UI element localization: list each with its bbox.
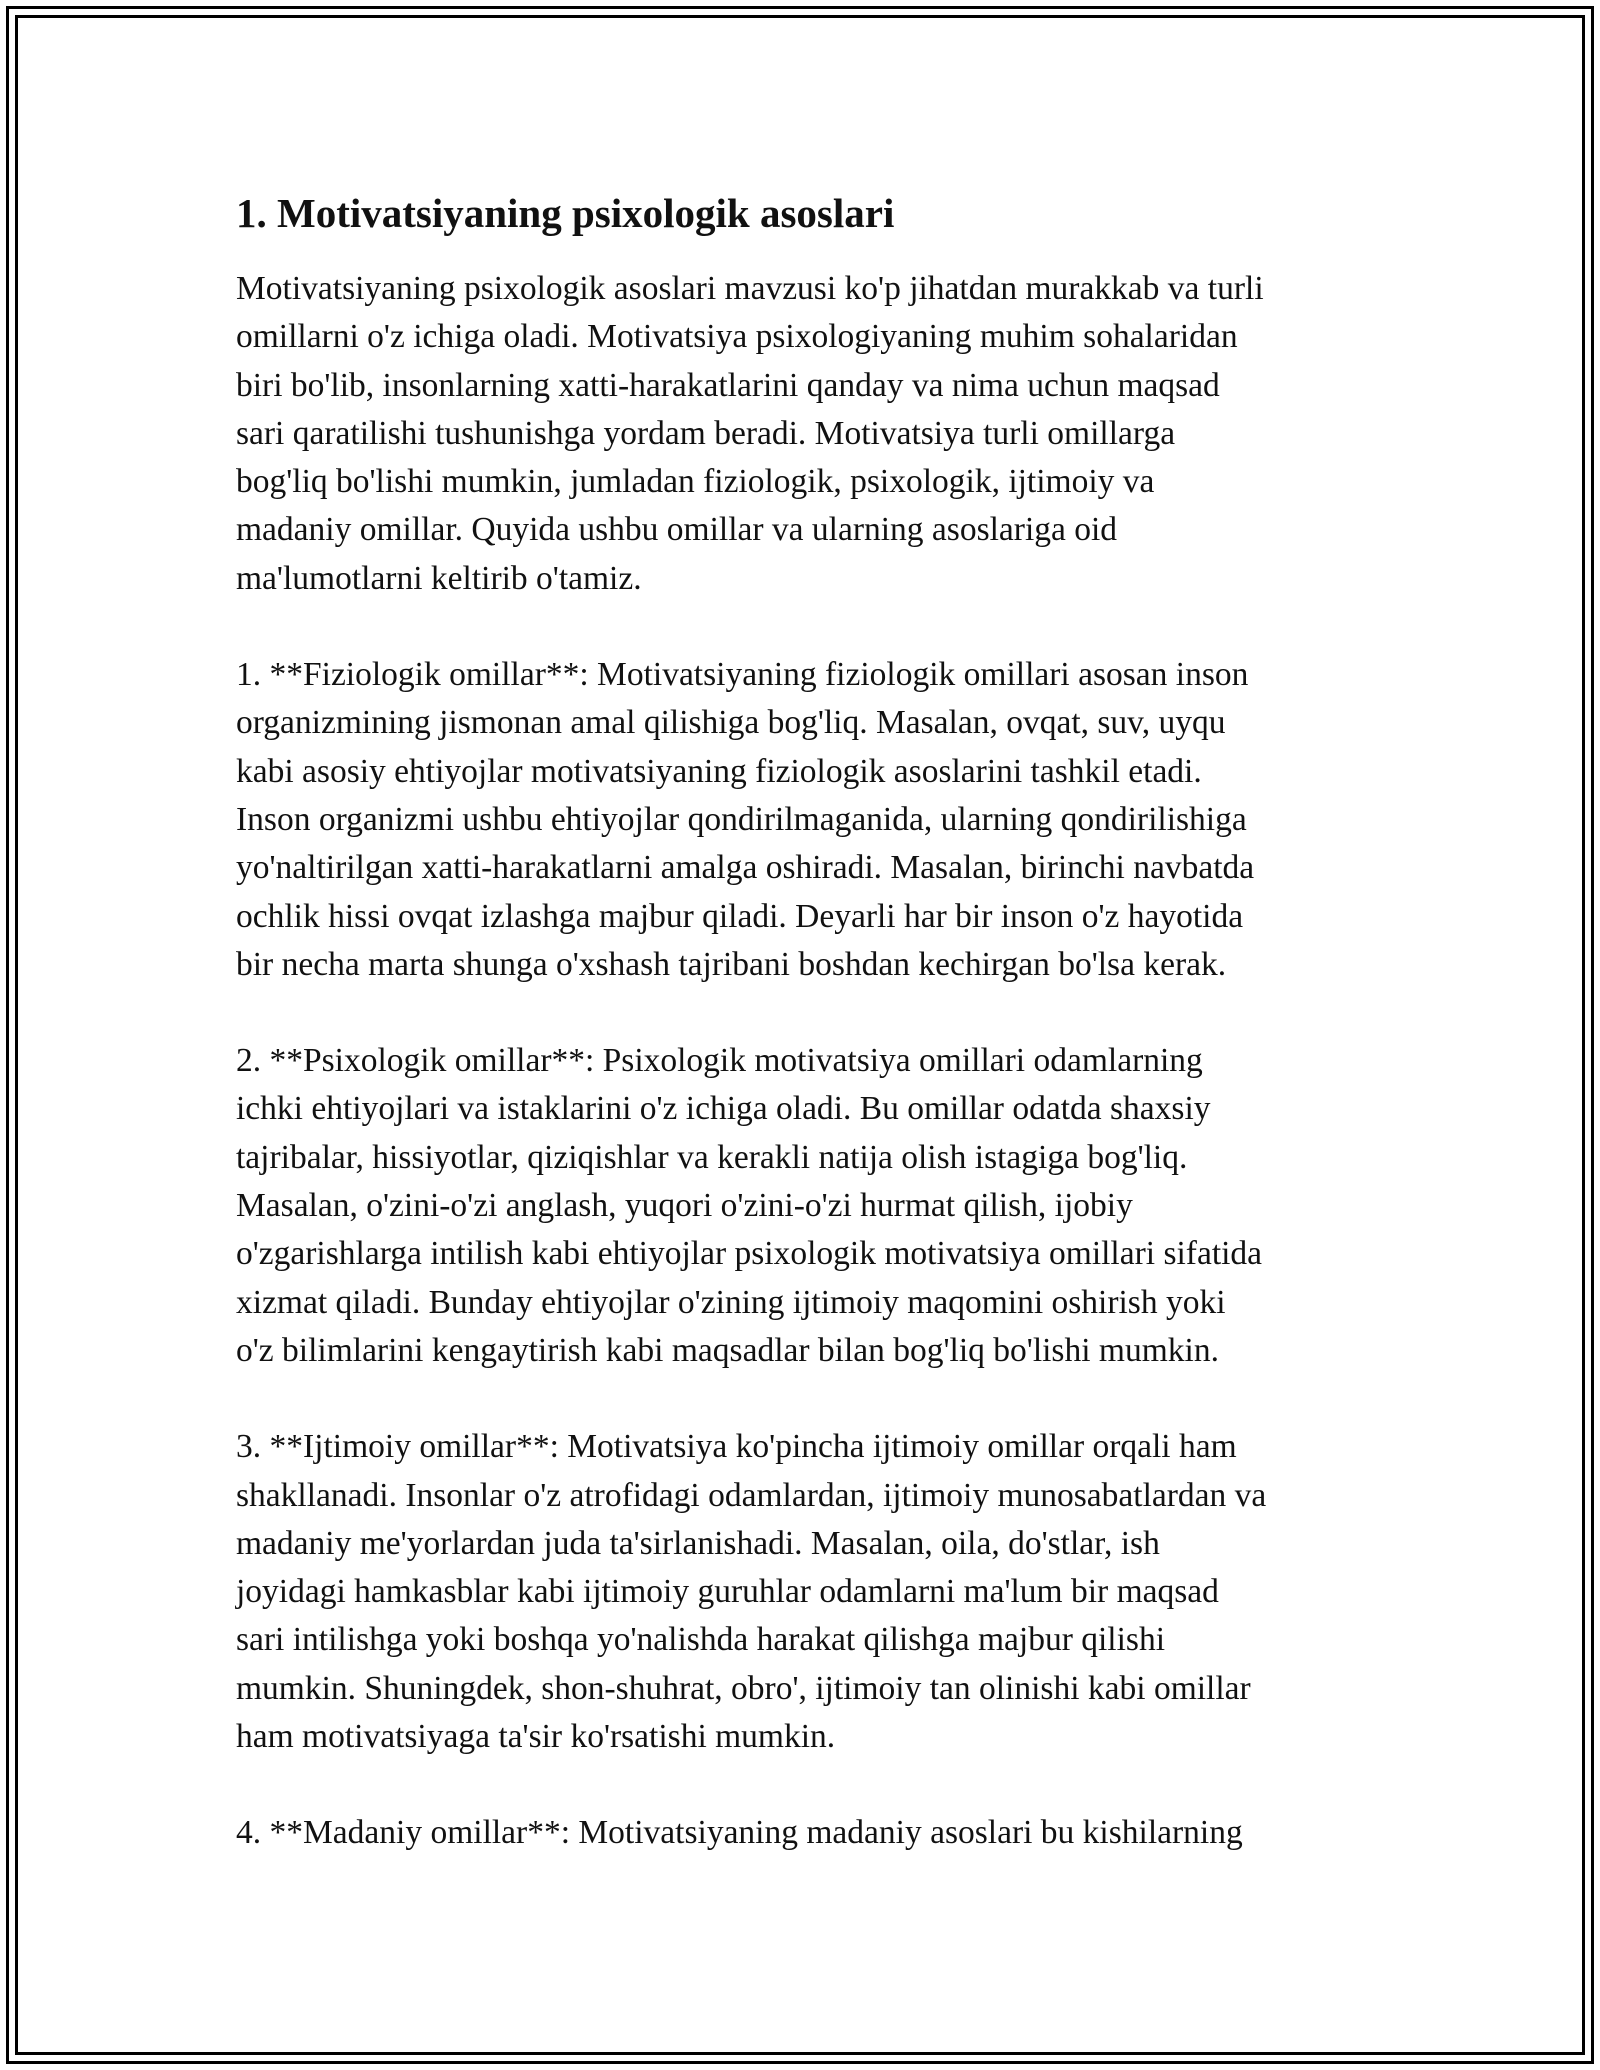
text-line: tajribalar, hissiyotlar, qiziqishlar va kerakli natija olish istagiga bog'liq. [236,1138,1188,1176]
text-line: sari qaratilishi tushunishga yordam beradi. Motivatsiya turli omillarga [236,414,1176,452]
text-line: joyidagi hamkasblar kabi ijtimoiy guruhlar odamlarni ma'lum bir maqsad [236,1573,1219,1611]
text-line: bog'liq bo'lishi mumkin, jumladan fiziologik, psixologik, ijtimoiy va [236,463,1155,501]
text-line: xizmat qiladi. Bunday ehtiyojlar o'zining ijtimoiy maqomini oshirish yoki [236,1283,1226,1321]
paragraph-cultural [236,1809,1386,1857]
text-line: biri bo'lib, insonlarning xatti-harakatlarini qanday va nima uchun maqsad [236,366,1220,404]
text-line: ham motivatsiyaga ta'sir ko'rsatishi mumkin. [236,1718,836,1756]
text-line: 4. **Madaniy omillar**: Motivatsiyaning madaniy asoslari bu kishilarning [236,1814,1243,1852]
text-line: sari intilishga yoki boshqa yo'nalishda harakat qilishga majbur qilishi [236,1621,1166,1659]
text-line: mumkin. Shuningdek, shon-shuhrat, obro', ijtimoiy tan olinishi kabi omillar [236,1669,1251,1707]
text-line: Masalan, o'zini-o'zi anglash, yuqori o'zini-o'zi hurmat qilish, ijobiy [236,1187,1133,1225]
text-line: kabi asosiy ehtiyojlar motivatsiyaning fiziologik asoslarini tashkil etadi. [236,752,1202,790]
text-line: 3. **Ijtimoiy omillar**: Motivatsiya ko'pincha ijtimoiy omillar orqali ham [236,1428,1237,1466]
text-line: o'zgarishlarga intilish kabi ehtiyojlar psixologik motivatsiya omillari sifatida [236,1235,1263,1273]
text-line: organizmining jismonan amal qilishiga bog'liq. Masalan, ovqat, suv, uyqu [236,704,1226,742]
text-line: 1. **Fiziologik omillar**: Motivatsiyaning fiziologik omillari asosan inson [236,656,1249,694]
paragraph-intro [236,265,1386,603]
paragraph-psychological [236,1037,1386,1375]
paragraph-physiological [236,651,1386,989]
document-body [236,188,1386,1858]
text-line: ochlik hissi ovqat izlashga majbur qiladi. Deyarli har bir inson o'z hayotida [236,897,1244,935]
text-line: o'z bilimlarini kengaytirish kabi maqsadlar bilan bog'liq bo'lishi mumkin. [236,1331,1219,1369]
text-line: omillarni o'z ichiga oladi. Motivatsiya psixologiyaning muhim sohalaridan [236,318,1238,356]
text-line: Inson organizmi ushbu ehtiyojlar qondirilmaganida, ularning qondirilishiga [236,800,1247,838]
text-line: ichki ehtiyojlari va istaklarini o'z ichiga oladi. Bu omillar odatda shaxsiy [236,1090,1211,1128]
text-line: yo'naltirilgan xatti-harakatlarni amalga oshiradi. Masalan, birinchi navbatda [236,849,1255,887]
text-line: bir necha marta shunga o'xshash tajribani boshdan kechirgan bo'lsa kerak. [236,945,1227,983]
text-line: Motivatsiyaning psixologik asoslari mavzusi ko'p jihatdan murakkab va turli [236,270,1264,307]
text-line: shakllanadi. Insonlar o'z atrofidagi odamlardan, ijtimoiy munosabatlardan va [236,1476,1267,1514]
text-line: 2. **Psixologik omillar**: Psixologik motivatsiya omillari odamlarning [236,1042,1203,1080]
section-heading: 1. Motivatsiyaning psixologik asoslari [236,190,895,236]
text-line: ma'lumotlarni keltirib o'tamiz. [236,559,642,597]
text-line: madaniy omillar. Quyida ushbu omillar va ularning asoslariga oid [236,511,1118,549]
text-line: madaniy me'yorlardan juda ta'sirlanishadi. Masalan, oila, do'stlar, ish [236,1524,1160,1562]
paragraph-social [236,1423,1386,1761]
